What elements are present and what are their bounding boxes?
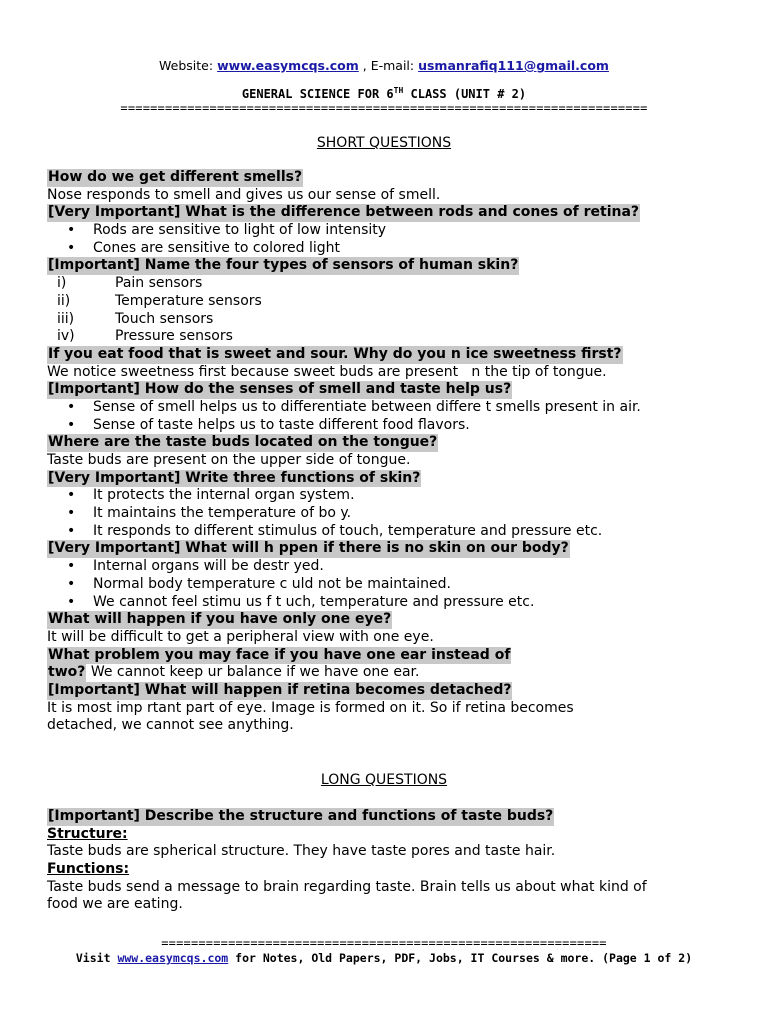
bullet-text: Sense of smell helps us to differentiate between differe t smells present in air. xyxy=(93,398,641,415)
question-text: [Important] What will happen if retina becomes detached? xyxy=(48,681,512,698)
footer-rest: for Notes, Old Papers, PDF, Jobs, IT Courses & more. (Page 1 of 2) xyxy=(235,951,693,965)
document-title xyxy=(0,86,768,101)
answer-text: Taste buds are present on the upper side of tongue. xyxy=(47,452,411,468)
bullet-text: Sense of taste helps us to taste different food flavors. xyxy=(93,416,470,433)
question-text: [Very Important] What is the difference between rods and cones of retina? xyxy=(48,204,640,221)
email-label: , E-mail: xyxy=(362,58,415,73)
bullet-item xyxy=(47,487,727,505)
bullet-item xyxy=(47,594,727,612)
header-separator: ======================================================================= xyxy=(120,101,648,115)
answer-line xyxy=(47,452,727,470)
email-link[interactable]: usmanrafiq111@gmail.com xyxy=(418,58,609,73)
bullet-item xyxy=(47,417,727,435)
bullet-item xyxy=(47,240,727,258)
answer-text: It is most imp rtant part of eye. Image is formed on it. So if retina becomes xyxy=(47,699,574,716)
bullet-text: Internal organs will be destr yed. xyxy=(93,558,324,575)
long-questions-heading: LONG QUESTIONS xyxy=(320,772,448,788)
footer-website-link[interactable]: www.easymcqs.com xyxy=(117,951,229,965)
answer-line xyxy=(47,364,727,382)
roman-numeral: iv) xyxy=(57,328,75,345)
answer-line xyxy=(47,879,727,897)
answer-text: detached, we cannot see anything. xyxy=(47,717,294,734)
answer-text: Taste buds send a message to brain regarding taste. Brain tells us about what kind of xyxy=(47,878,647,895)
subheading-text: Structure: xyxy=(47,825,128,842)
answer-line xyxy=(47,717,727,735)
question-line xyxy=(47,540,727,558)
question-text: What problem you may face if you have one ear instead of xyxy=(48,646,511,663)
numbered-item xyxy=(47,275,727,293)
numbered-item xyxy=(47,311,727,329)
answer-line xyxy=(47,896,727,914)
numbered-text: Pressure sensors xyxy=(115,328,233,345)
question-text: [Important] Describe the structure and functions of taste buds? xyxy=(48,808,554,824)
short-questions-heading: SHORT QUESTIONS xyxy=(316,135,452,151)
answer-text: food we are eating. xyxy=(47,896,183,913)
question-text: If you eat food that is sweet and sour. Why do you n ice sweetness first? xyxy=(48,345,622,362)
question-line xyxy=(47,682,727,700)
title-post: CLASS (UNIT # 2) xyxy=(410,87,527,101)
answer-text: We cannot keep ur balance if we have one ear. xyxy=(86,664,420,681)
bullet-item xyxy=(47,523,727,541)
answer-line xyxy=(47,629,727,647)
question-line xyxy=(47,169,727,187)
question-line xyxy=(47,381,727,399)
question-text: [Very Important] What will h ppen if there is no skin on our body? xyxy=(48,540,569,557)
bullet-item xyxy=(47,505,727,523)
numbered-text: Pain sensors xyxy=(115,275,203,292)
numbered-text: Touch sensors xyxy=(115,310,214,327)
roman-numeral: ii) xyxy=(57,292,71,309)
question-line xyxy=(47,434,727,452)
answer-line xyxy=(47,187,727,205)
bullet-text: We cannot feel stimu us f t uch, temperature and pressure etc. xyxy=(93,593,535,610)
bullet-item xyxy=(47,399,727,417)
bullet-text: It responds to different stimulus of touch, temperature and pressure etc. xyxy=(93,522,603,539)
bullet-text: Rods are sensitive to light of low intensity xyxy=(93,222,387,239)
answer-line xyxy=(47,843,727,861)
bullet-text: It protects the internal organ system. xyxy=(93,487,355,504)
answer-text: It will be difficult to get a peripheral view with one eye. xyxy=(47,628,434,645)
question-line xyxy=(47,346,727,364)
title-sup: TH xyxy=(393,86,404,95)
question-text: How do we get different smells? xyxy=(48,169,303,185)
question-text: [Very Important] Write three functions of skin? xyxy=(48,469,421,486)
subheading xyxy=(47,861,727,879)
roman-numeral: i) xyxy=(57,275,67,292)
question-text: two? xyxy=(48,664,86,681)
question-line xyxy=(47,470,727,488)
question-line xyxy=(47,204,727,222)
bullet-item xyxy=(47,576,727,594)
bullet-item xyxy=(47,222,727,240)
subheading-text: Functions: xyxy=(47,861,130,878)
subheading xyxy=(47,826,727,844)
answer-text: We notice sweetness first because sweet buds are present n the tip of tongue. xyxy=(47,363,607,380)
answer-line xyxy=(47,700,727,718)
footer-line xyxy=(0,951,768,965)
header-contact-line xyxy=(0,58,768,73)
title-pre: GENERAL SCIENCE FOR 6 xyxy=(241,87,394,101)
question-text: Where are the taste buds located on the tongue? xyxy=(48,434,438,451)
website-label: Website: xyxy=(159,58,214,73)
question-line xyxy=(47,808,727,826)
numbered-item xyxy=(47,328,727,346)
question-line xyxy=(47,611,727,629)
numbered-text: Temperature sensors xyxy=(115,292,262,309)
answer-text: Taste buds are spherical structure. They have taste pores and taste hair. xyxy=(47,843,556,860)
question-answer-line xyxy=(47,664,727,682)
numbered-item xyxy=(47,293,727,311)
roman-numeral: iii) xyxy=(57,310,75,327)
website-link[interactable]: www.easymcqs.com xyxy=(217,58,359,73)
footer-separator: ============================================================ xyxy=(161,936,607,950)
question-text: [Important] Name the four types of sensors of human skin? xyxy=(48,257,519,274)
answer-text: Nose responds to smell and gives us our sense of smell. xyxy=(47,186,441,203)
question-text: What will happen if you have only one eye? xyxy=(48,611,392,628)
footer-visit: Visit xyxy=(75,951,111,965)
bullet-text: Normal body temperature c uld not be maintained. xyxy=(93,575,451,592)
question-line xyxy=(47,647,727,665)
bullet-text: It maintains the temperature of bo y. xyxy=(93,505,352,522)
bullet-text: Cones are sensitive to colored light xyxy=(93,239,341,256)
short-questions-section xyxy=(47,169,727,735)
bullet-item xyxy=(47,558,727,576)
question-text: [Important] How do the senses of smell and taste help us? xyxy=(48,381,512,398)
question-line xyxy=(47,257,727,275)
long-questions-section xyxy=(47,808,727,914)
